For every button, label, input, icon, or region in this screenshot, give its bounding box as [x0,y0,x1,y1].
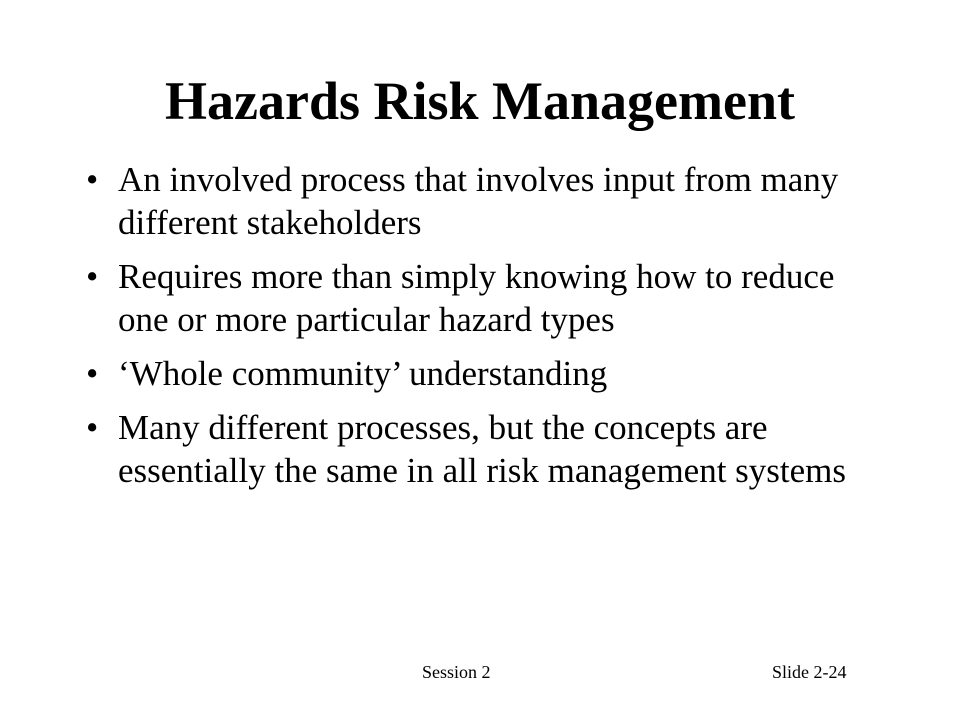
bullet-item [86,158,866,244]
bullet-item [86,406,866,492]
footer-session: Session 2 [422,662,491,682]
bullet-text: Many different processes, but the concepts are essentially the same in all risk management systems [118,408,847,490]
bullet-icon: • [86,354,99,393]
bullet-icon: • [86,160,99,199]
bullet-item [86,255,866,341]
bullet-text: ‘Whole community’ understanding [118,354,608,393]
bullet-item [86,352,866,395]
footer-slide-number: Slide 2-24 [772,662,847,682]
bullet-icon: • [86,257,99,296]
bullet-list [86,158,866,503]
bullet-icon: • [86,408,99,447]
bullet-text: Requires more than simply knowing how to reduce one or more particular hazard types [118,257,835,339]
bullet-text: An involved process that involves input from many different stakeholders [118,160,839,242]
slide-title: Hazards Risk Management [165,71,795,131]
